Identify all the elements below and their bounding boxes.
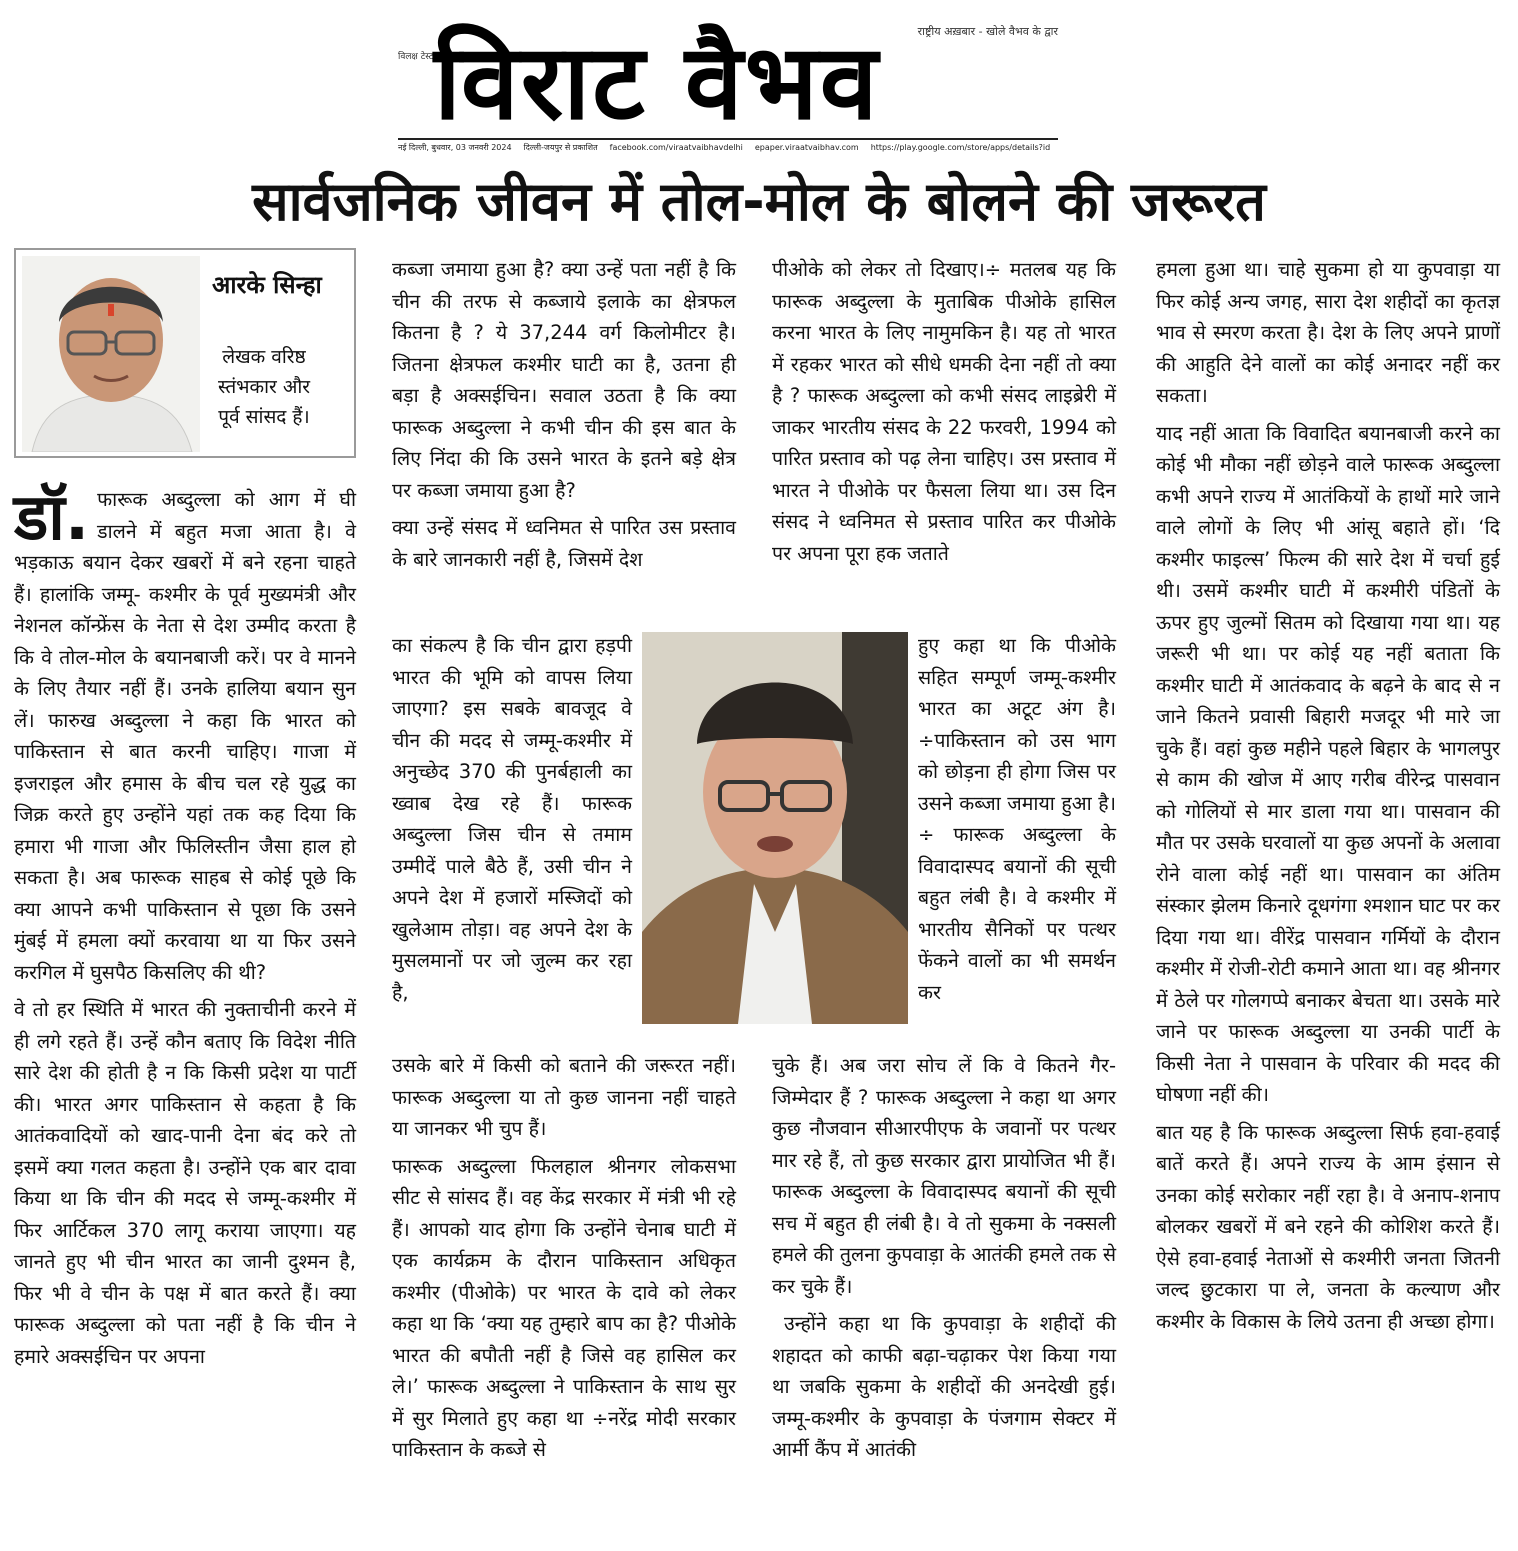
masthead-left-note: विलक्ष टेस्ट: [398, 52, 434, 62]
paragraph: पीओके को लेकर तो दिखाए।÷ मतलब यह कि फारूक अब्दुल्ला के मुताबिक पीओके हासिल करना भारत के लिए नामुमकिन है। यह तो भारत में रहकर भारत को सीधे धमकी देना नहीं तो क्या है ? फारूक अब्दुल्ला को कभी संसद लाइब्रेरी में जाकर भारतीय संसद के 22 फरवरी, 1994 को पारित प्रस्ताव को पढ़ लेना चाहिए। उस प्रस्ताव में भारत ने पीओके पर फैसला लिया था। उस दिन संसद ने ध्वनिमत से प्रस्ताव पारित कर पीओके पर अपना पूरा हक जताते: [772, 258, 1116, 565]
headline: सार्वजनिक जीवन में तोल-मोल के बोलने की जरूरत: [252, 170, 1266, 233]
author-box: [14, 248, 356, 458]
paragraph: कब्जा जमाया हुआ है? क्या उन्हें पता नहीं है कि चीन की तरफ से कब्जाये इलाके का क्षेत्रफल कितना है ? ये 37,244 वर्ग किलोमीटर है। जितना क्षेत्रफल कश्मीर घाटी का है, उतना ही बड़ा है अक्सईचिन। सवाल उठता है कि क्या फारूक अब्दुल्ला ने कभी चीन की इस बात के लिए निंदा की कि उसने भारत के इतने बड़े क्षेत्र पर कब्जा जमाया हुआ है?: [392, 258, 736, 502]
article-photo: [642, 632, 908, 1024]
column-3-wrap: हुए कहा था कि पीओके सहित सम्पूर्ण जम्मू-कश्मीर भारत का अटूट अंग है। ÷पाकिस्तान को उस भाग को छोड़ना ही होगा जिस पर उसने कब्जा जमाया हुआ है।÷ फारूक अब्दुल्ला के विवादास्पद बयानों की सूची बहुत लंबी है। वे कश्मीर में भारतीय सैनिकों पर पत्थर फेंकने वालों का भी समर्थन कर: [918, 634, 1116, 1004]
paragraph: उसके बारे में किसी को बताने की जरूरत नहीं। फारूक अब्दुल्ला या तो कुछ जानना नहीं चाहते या जानकर भी चुप हैं।: [392, 1054, 736, 1140]
edition-city: दिल्ली-जयपुर से प्रकाशित: [523, 143, 598, 152]
epaper-link: epaper.viraatvaibhav.com: [754, 143, 859, 152]
app-link: https://play.google.com/store/apps/details?id: [870, 143, 1051, 152]
author-name: आरके सिन्हा: [212, 271, 322, 299]
paragraph: फारूक अब्दुल्ला फिलहाल श्रीनगर लोकसभा सीट से सांसद हैं। वह केंद्र सरकार में मंत्री भी रहे हैं। आपको याद होगा कि उन्होंने चेनाब घाटी में एक कार्यक्रम के दौरान पाकिस्तान अधिकृत कश्मीर (पीओके) पर भारत के दावे को लेकर कहा था कि ‘क्या यह तुम्हारे बाप का है? पीओके भारत की बपौती नहीं है जिसे वह हासिल कर ले।’ फारूक अब्दुल्ला ने पाकिस्तान के साथ सुर में सुर मिलाते हुए कहा था ÷नरेंद्र मोदी सरकार पाकिस्तान के कब्जे से: [392, 1154, 736, 1461]
paragraph: क्या उन्हें संसद में ध्वनिमत से पारित उस प्रस्ताव के बारे जानकारी नहीं है, जिसमें देश: [392, 516, 736, 571]
column-2-wrap: का संकल्प है कि चीन द्वारा हड़पी भारत की भूमि को वापस लिया जाएगा? इस सबके बावजूद वे चीन की मदद से जम्मू-कश्मीर में अनुच्छेद 370 की पुनर्बहाली का ख्वाब देख रहे हैं। फारूक अब्दुल्ला जिस चीन से तमाम उम्मीदें पाले बैठे हैं, उसी चीन ने अपने देश में हजारों मस्जिदों को खुलेआम तोड़ा। वह अपने देश के मुसलमानों पर जो जुल्म कर रहा है,: [392, 634, 632, 1004]
masthead-tagline: राष्ट्रीय अख़बार - खोले वैभव के द्वार: [917, 25, 1058, 38]
column-2-bottom: [392, 1050, 736, 1472]
paragraph: चुके हैं। अब जरा सोच लें कि वे कितने गैर-जिम्मेदार हैं ? फारूक अब्दुल्ला ने कहा था अगर कुछ नौजवान सीआरपीएफ के जवानों पर पत्थर मार रहे हैं, तो कुछ सरकार द्वारा प्रायोजित भी हैं। फारूक अब्दुल्ला के विवादास्पद बयानों की सूची सच में बहुत ही लंबी है। वे तो सुकमा के नक्सली हमले की तुलना कुपवाड़ा के आतंकी हमले तक से कर चुके हैं।: [772, 1054, 1116, 1298]
newspaper-logo: विराट वैभव: [434, 21, 880, 143]
author-photo: [22, 256, 200, 452]
facebook-link: facebook.com/viraatvaibhavdelhi: [609, 143, 743, 152]
paragraph: याद नहीं आता कि विवादित बयानबाजी करने का कोई भी मौका नहीं छोड़ने वाले फारूक अब्दुल्ला कभी अपने राज्य में आतंकियों के हाथों मारे जाने वाले लोगों के लिए भी आंसू बहाते हों। ‘दि कश्मीर फाइल्स’ फिल्म की सारे देश में चर्चा हुई थी। उसमें कश्मीर घाटी में कश्मीरी पंडितों के ऊपर हुए जुल्मों सितम को दिखाया गया था। यह जरूरी भी था। पर कोई यह नहीं बताता कि कश्मीर घाटी में आतंकवाद के बढ़ने के बाद से न जाने कितने प्रवासी बिहारी मजदूर भी मारे जा चुके हैं। वहां कुछ महीने पहले बिहार के भागलपुर से काम की खोज में आए गरीब वीरेन्द्र पासवान को गोलियों से मार डाला गया था। पासवान की मौत पर उसके घरवालों या कुछ अपनों के अलावा रोने वाला कोई नहीं था। पासवान का अंतिम संस्कार झेलम किनारे दूधगंगा श्मशान घाट पर कर दिया गया था। वीरेंद्र पासवान गर्मियों के दौरान कश्मीर में रोजी-रोटी कमाने आता था। वह श्रीनगर में ठेले पर गोलगप्पे बनाकर बेचता था। उसके मारे जाने पर फारूक अब्दुल्ला या उनकी पार्टी के किसी नेता ने पासवान के परिवार की मदद की घोषणा नहीं की।: [1156, 421, 1500, 1106]
column-4: [1156, 254, 1500, 1343]
paragraph: उन्होंने कहा था कि कुपवाड़ा के शहीदों की शहादत को काफी बढ़ा-चढ़ाकर पेश किया गया था जबकि सुकमा के शहीदों की अनदेखी हुई। जम्मू-कश्मीर के कुपवाड़ा के पंजगाम सेक्टर में आर्मी कैंप में आतंकी: [772, 1312, 1116, 1461]
column-3-bottom: [772, 1050, 1116, 1472]
paragraph: वे तो हर स्थिति में भारत की नुक्ताचीनी करने में ही लगे रहते हैं। उन्हें कौन बताए कि विदेश नीति सारे देश की होती है न कि किसी प्रदेश या पार्टी की। भारत अगर पाकिस्तान से कहता है कि आतंकवादियों को खाद-पानी देना बंद करे तो इसमें क्या गलत कहता है। उन्होंने एक बार दावा किया था कि चीन की मदद से जम्मू-कश्मीर में फिर आर्टिकल 370 लागू कराया जाएगा। यह जानते हुए भी चीन भारत का जानी दुश्मन है, फिर भी वे चीन के पक्ष में बात करते हैं। क्या फारूक अब्दुल्ला को पता नहीं है कि चीन ने हमारे अक्सईचिन पर अपना: [14, 998, 356, 1368]
masthead-info-strip: [398, 138, 1058, 156]
column-3-top: [772, 254, 1116, 575]
paragraph: बात यह है कि फारूक अब्दुल्ला सिर्फ हवा-हवाई बातें करते हैं। अपने राज्य के आम इंसान से उनका कोई सरोकार नहीं रहा है। वे अनाप-शनाप बोलकर खबरों में बने रहने की कोशिश करते हैं। ऐसे हवा-हवाई नेताओं से कश्मीरी जनता जितनी जल्द छुटकारा पा ले, जनता के कल्याण और कश्मीर के विकास के लिये उतना ही अच्छा होगा।: [1156, 1120, 1500, 1333]
paragraph: हमला हुआ था। चाहे सुकमा हो या कुपवाड़ा या फिर कोई अन्य जगह, सारा देश शहीदों का कृतज्ञ भाव से स्मरण करता है। देश के लिए अपने प्राणों की आहुति देने वालों का कोई अनादर नहीं कर सकता।: [1156, 258, 1500, 407]
author-description: लेखक वरिष्ठ स्तंभकार और पूर्व सांसद हैं।: [217, 346, 311, 428]
paragraph: फारूक अब्दुल्ला को आग में घी डालने में बहुत मजा आता है। वे भड़काऊ बयान देकर खबरों में बने रहना चाहते हैं। हालांकि जम्मू- कश्मीर के पूर्व मुख्यमंत्री और नेशनल कॉन्फ्रेंस के नेता से देश उम्मीद करता है कि वे तोल-मोल के बयानबाजी करें। पर वे मानने के लिए तैयार नहीं हैं। उनके हालिया बयान सुन लें। फारुख अब्दुल्ला ने कहा कि भारत को पाकिस्तान से बात करनी चाहिए। गाजा में इजराइल और हमास के बीच चल रहे युद्ध का जिक्र करते हुए उन्होंने यहां तक कह दिया कि हमारा भी गाजा और फिलिस्तीन जैसा हाल हो सकता है। अब फारूक साहब से कोई पूछे कि क्या आपने कभी पाकिस्तान से पूछा कि उसने मुंबई में हमला क्यों करवाया था या फिर उसने करगिल में घुसपैठ किसलिए की थी?: [14, 488, 356, 984]
edition-date: नई दिल्ली, बुधवार, 03 जनवरी 2024: [398, 143, 512, 152]
column-1: [14, 481, 356, 1378]
dropcap: डॉ.: [14, 481, 90, 555]
column-2-top: [392, 254, 736, 581]
masthead: [398, 22, 1058, 154]
